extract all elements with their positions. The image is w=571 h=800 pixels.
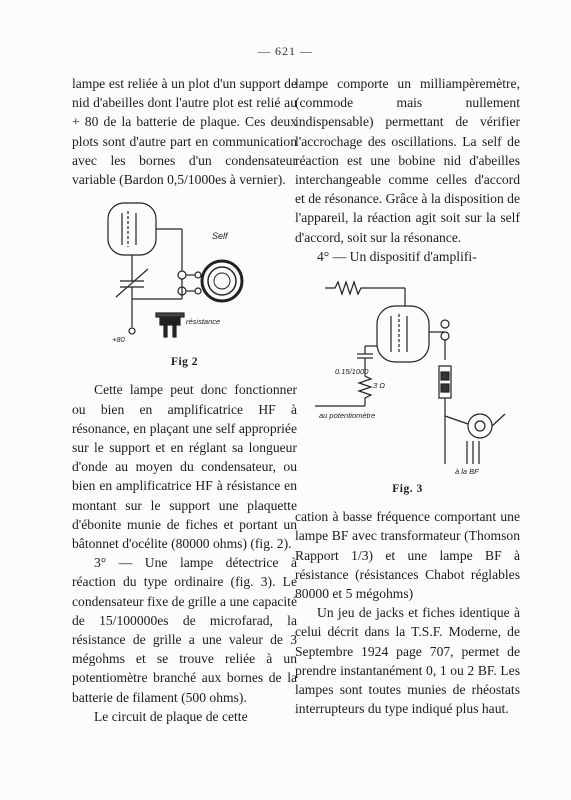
detector-tube: [377, 306, 429, 362]
right-paragraph-2: 4° — Un dispositif d'amplifi-: [317, 248, 477, 264]
left-paragraph-2: Cette lampe peut donc fonctionner ou bien en amplificatrice HF à résonance, en plaçant une self appropriée sur le support et en réglant sa longueur d'onde au moyen du condensateur, ou bien en amplificatrice HF à résistance en montant sur le support une plaquette d'ébonite munie de fiches et portant un bâtonnet d'océlite (80000 ohms) (fig. 2).: [72, 382, 297, 552]
ohms-label: 3 Ω: [373, 381, 385, 391]
figure-2-caption: Fig 2: [170, 356, 199, 369]
capacity-label: 0.15/1000: [335, 367, 369, 377]
resistance-label: résistance: [186, 317, 221, 327]
right-paragraph-1: lampe comporte un milliampèremètre, (commode mais nullement indispensable) permettant de vérifier l'accrochage des oscillations. La self de réaction est une bobine nid d'abeilles interchangeable comme celles d'accord et de résonance. Grâce à la disposition de l'appareil, la réaction agit soit sur la self d'accord, soit sur la résonance.: [295, 76, 520, 245]
page-number: — 621 —: [258, 44, 313, 58]
figure-3-diagram: [295, 276, 520, 476]
self-label: Self: [212, 231, 228, 242]
right-column: [295, 74, 520, 718]
left-paragraph-3: 3° — Une lampe détectrice à réaction du type ordinaire (fig. 3). Le condensateur fixe de grille a une capacité de 15/100000es de microfarad, la résistance de grille a une valeur de 3 mégohms et se trouve reliée à un potentiomètre branché aux bornes de la batterie de filament (500 ohms).: [72, 555, 297, 705]
left-paragraph-4: Le circuit de plaque de cette: [94, 708, 248, 724]
figure-3-caption: Fig. 3: [392, 483, 423, 496]
left-column: [72, 74, 297, 726]
figure-2: [72, 199, 297, 349]
tube-outline: [108, 203, 156, 255]
figure-2-diagram: [72, 199, 297, 349]
figure-3: [295, 276, 520, 476]
left-paragraph-1: lampe est reliée à un plot d'un support de nid d'abeilles dont l'autre plot est relié au + 80 de la batterie de plaque. Ces deux plots sont d'autre part en communication avec les bornes d'un condensateur variable (Bardon 0,5/1000es à vernier).: [72, 76, 297, 188]
bf-label: à la BF: [455, 467, 479, 477]
right-paragraph-4: Un jeu de jacks et fiches identique à celui décrit dans la T.S.F. Moderne, de Septembre 1924 page 707, permet de prendre instantanément 0, 1 ou 2 BF. Les lampes sont toutes munies de rhéostats interrupteurs du type indiqué plus haut.: [295, 605, 520, 717]
potentiometre-label: au potentiomètre: [319, 411, 376, 421]
right-paragraph-3: cation à basse fréquence comportant une lampe BF avec transformateur (Thomson Rapport 1/3) et une lampe BF à résistance (résistances Chabot réglables 80000 et 5 mégohms): [295, 509, 520, 602]
plus80-label: +80: [112, 335, 125, 345]
